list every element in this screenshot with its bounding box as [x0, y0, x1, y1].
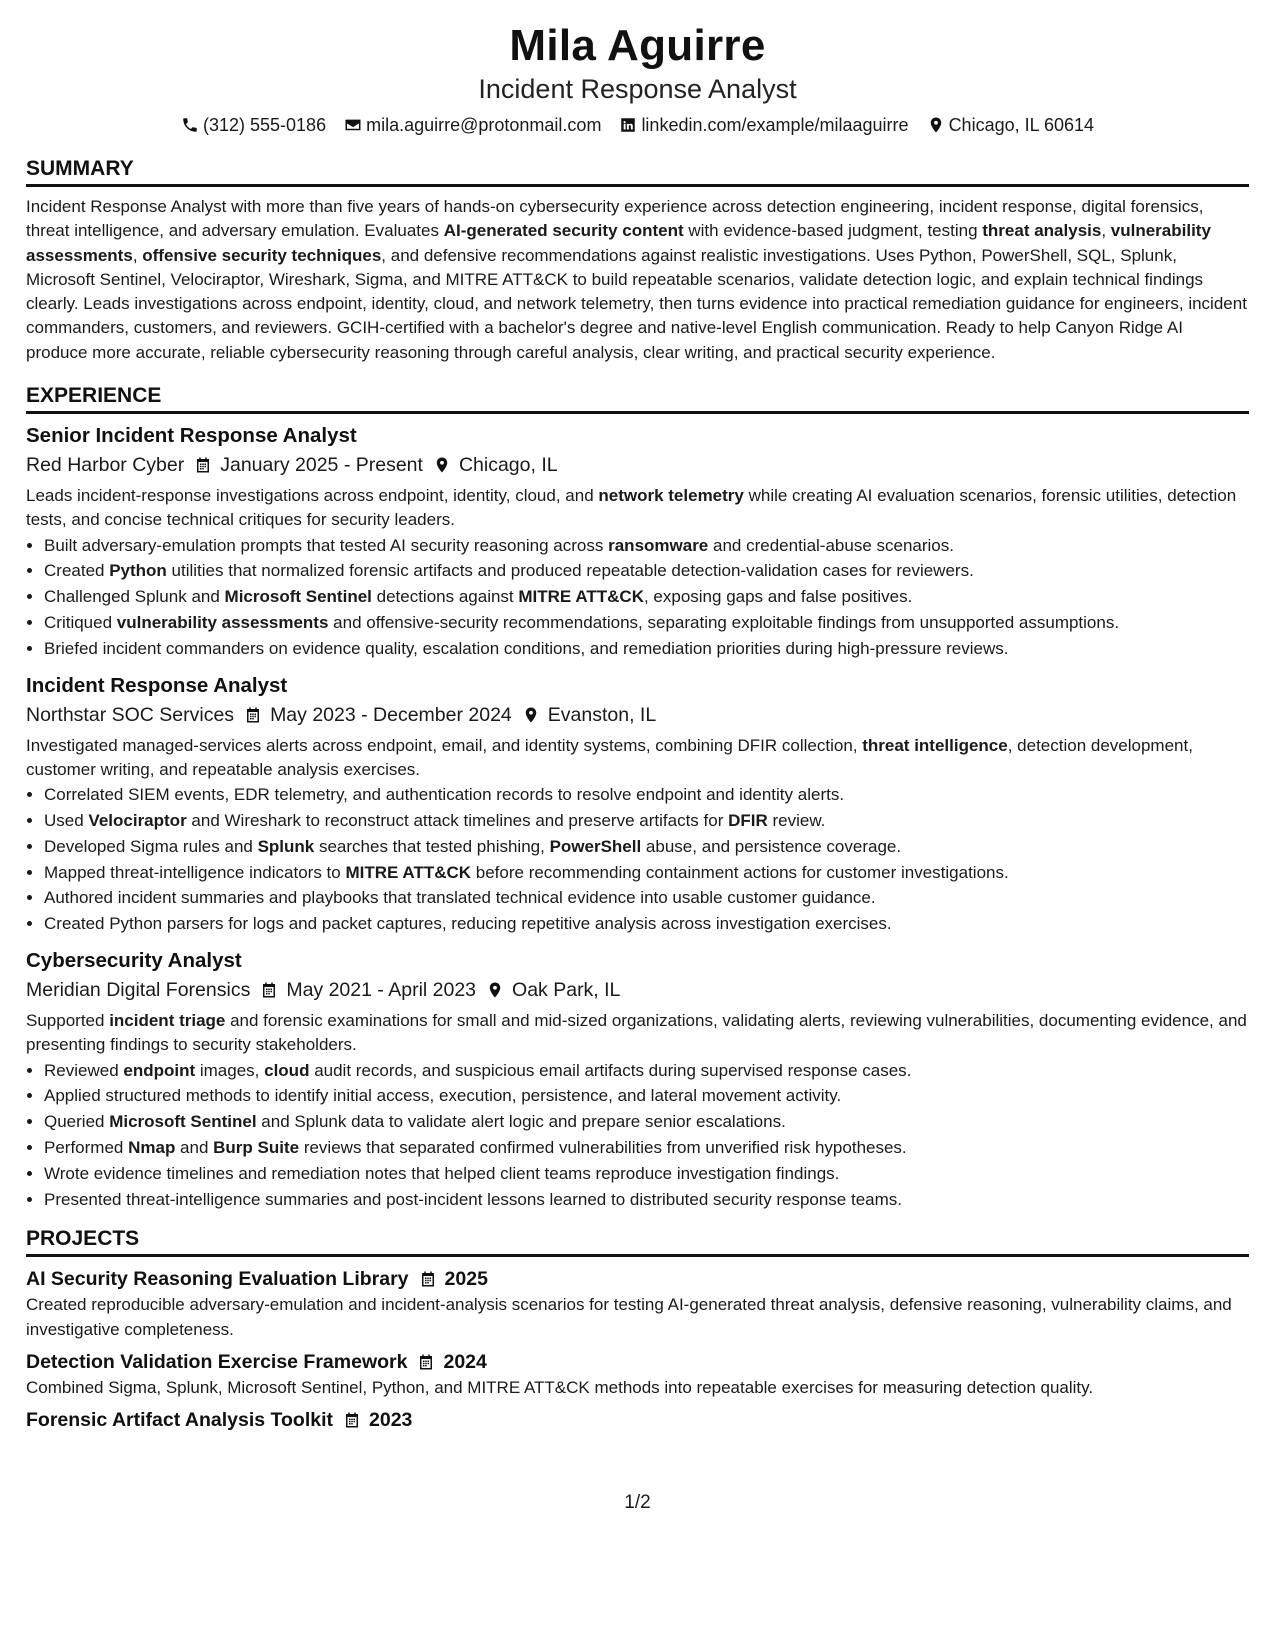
text-run: Supported: [26, 1011, 110, 1031]
job-location: [486, 975, 620, 1005]
job-company: Meridian Digital Forensics: [26, 979, 251, 1002]
text-run: Used: [44, 811, 89, 831]
job-entry: [26, 422, 1249, 662]
text-run: Built adversary-emulation prompts that tested AI security reasoning across: [44, 535, 609, 555]
text-run: and Wireshark to reconstruct attack timelines and preserve artifacts for: [186, 811, 729, 831]
project-header: [26, 1348, 1249, 1376]
emphasis-text: MITRE ATT&CK: [518, 587, 644, 607]
experience-heading: EXPERIENCE: [26, 383, 1249, 414]
text-run: Leads incident-response investigations across endpoint, identity, cloud, and: [26, 486, 599, 506]
resume-header: [26, 20, 1249, 138]
text-run: , and defensive recommendations against realistic investigations. Uses Python, PowerShell, SQL, Splunk, Microsoft Sentinel, Velociraptor, Wireshark, Sigma, and MITRE ATT&CK to build repeatable scenarios, validate detection logic, and explain technical findings clearly. Leads investigations across endpoint, identity, cloud, and network telemetry, then turns evidence into practical remediation guidance for engineers, incident commanders, customers, and reviewers. GCIH-certified with a bachelor's degree and native-level English communication. Ready to help Canyon Ridge AI produce more accurate, reliable cybersecurity reasoning through careful analysis, clear writing, and practical security experience.: [26, 245, 1247, 362]
project-name: AI Security Reasoning Evaluation Library: [26, 1268, 409, 1291]
summary-text: [26, 195, 1249, 365]
text-run: Mapped threat-intelligence indicators to: [44, 862, 346, 882]
calendar-icon: [194, 456, 212, 474]
emphasis-text: Nmap: [128, 1138, 176, 1158]
job-meta: [26, 450, 1249, 480]
emphasis-text: offensive security techniques: [142, 245, 382, 265]
text-run: Created: [44, 561, 110, 581]
candidate-title: Incident Response Analyst: [478, 74, 797, 104]
project-year-text: 2024: [443, 1351, 487, 1373]
text-run: and offensive-security recommendations, separating exploitable findings from unsupported assumptions.: [328, 613, 1120, 633]
project-header: [26, 1265, 1249, 1293]
text-run: before recommending containment actions for customer investigations.: [471, 862, 1009, 882]
text-run: ,: [1101, 221, 1111, 241]
bullet-item: [44, 1058, 1249, 1084]
linkedin-icon: [619, 116, 637, 134]
emphasis-text: Microsoft Sentinel: [109, 1112, 257, 1132]
experience-section: [26, 383, 1249, 1212]
project-entry: [26, 1348, 1249, 1400]
contact-email[interactable]: [344, 112, 601, 138]
page-number: 1/2: [624, 1492, 651, 1513]
text-run: searches that tested phishing,: [314, 836, 550, 856]
text-run: Reviewed: [44, 1060, 124, 1080]
text-run: Created Python parsers for logs and packet captures, reducing repetitive analysis across investigation exercises.: [44, 914, 892, 934]
emphasis-text: Burp Suite: [213, 1138, 300, 1158]
bullet-item: [44, 533, 1249, 559]
bullet-item: [44, 610, 1249, 636]
emphasis-text: ransomware: [608, 535, 709, 555]
emphasis-text: threat intelligence: [862, 735, 1008, 755]
bullet-item: [44, 558, 1249, 584]
text-run: Performed: [44, 1138, 129, 1158]
emphasis-text: Velociraptor: [88, 811, 187, 831]
project-year-text: 2025: [444, 1268, 488, 1291]
text-run: Wrote evidence timelines and remediation notes that helped client teams reproduce investigation findings.: [44, 1163, 840, 1183]
email-text[interactable]: mila.aguirre@protonmail.com: [366, 115, 602, 135]
text-run: detections against: [371, 587, 519, 607]
project-year: [419, 1265, 488, 1293]
project-year-text: 2023: [369, 1409, 413, 1432]
text-run: abuse, and persistence coverage.: [641, 836, 902, 856]
contact-linkedin[interactable]: [619, 112, 908, 138]
job-bullets: [26, 782, 1249, 937]
emphasis-text: incident triage: [109, 1011, 226, 1031]
job-description: [26, 734, 1249, 783]
job-dates-text: January 2025 - Present: [220, 454, 423, 477]
text-run: Critiqued: [44, 613, 117, 633]
project-description: Combined Sigma, Splunk, Microsoft Sentinel, Python, and MITRE ATT&CK methods into repeatable exercises for measuring detection quality.: [26, 1378, 1094, 1397]
text-run: and forensic examinations for small and mid-sized organizations, validating alerts, reviewing vulnerabilities, documenting evidence, and presenting findings to security stakeholders.: [26, 1011, 1247, 1055]
text-run: Authored incident summaries and playbooks that translated technical evidence into usable customer guidance.: [44, 888, 876, 908]
text-run: Investigated managed-services alerts across endpoint, email, and identity systems, combining DFIR collection,: [26, 735, 863, 755]
text-run: and: [175, 1138, 214, 1158]
bullet-item: [44, 1083, 1249, 1109]
map-pin-icon: [522, 706, 540, 724]
text-run: Incident Response Analyst with more than five years of hands-on cybersecurity experience across detection engineering, incident response, digital forensics, threat intelligence, and adversary emulation. Evaluates: [26, 197, 1204, 241]
job-dates-text: May 2023 - December 2024: [270, 703, 512, 726]
emphasis-text: vulnerability assessments: [26, 221, 1211, 265]
phone-icon: [181, 116, 199, 134]
text-run: and credential-abuse scenarios.: [708, 535, 954, 555]
text-run: reviews that separated confirmed vulnerabilities from unverified risk hypotheses.: [299, 1138, 907, 1158]
bullet-item: [44, 1187, 1249, 1213]
project-name: Detection Validation Exercise Framework: [26, 1351, 408, 1373]
emphasis-text: threat analysis: [982, 221, 1102, 241]
emphasis-text: MITRE ATT&CK: [345, 862, 472, 882]
projects-section: [26, 1226, 1249, 1434]
text-run: while creating AI evaluation scenarios, forensic utilities, detection tests, and concise technical critiques for security leaders.: [26, 486, 1237, 530]
project-description: Created reproducible adversary-emulation and incident-analysis scenarios for testing AI-generated threat analysis, defensive reasoning, vulnerability claims, and investigative completeness.: [26, 1295, 1232, 1339]
job-dates: [260, 975, 476, 1005]
text-run: with evidence-based judgment, testing: [683, 221, 983, 241]
text-run: Challenged Splunk and: [44, 587, 225, 607]
calendar-icon: [244, 706, 262, 724]
text-run: ,: [132, 245, 143, 265]
project-name: Forensic Artifact Analysis Toolkit: [26, 1409, 334, 1432]
bullet-item: [44, 1135, 1249, 1161]
job-company: Red Harbor Cyber: [26, 454, 185, 477]
job-meta: [26, 700, 1249, 730]
text-run: Briefed incident commanders on evidence quality, escalation conditions, and remediation priorities during high-pressure reviews.: [44, 638, 1009, 658]
phone-text: (312) 555-0186: [202, 115, 327, 135]
job-location-text: Chicago, IL: [458, 454, 558, 477]
calendar-icon: [419, 1270, 437, 1288]
text-run: Applied structured methods to identify initial access, execution, persistence, and lateral movement activity.: [44, 1086, 842, 1106]
projects-heading: PROJECTS: [26, 1226, 1249, 1257]
text-run: Presented threat-intelligence summaries and post-incident lessons learned to distributed security response teams.: [44, 1189, 903, 1209]
text-run: images,: [195, 1060, 265, 1080]
emphasis-text: cloud: [264, 1060, 310, 1080]
bullet-item: [44, 860, 1249, 886]
calendar-icon: [417, 1353, 435, 1371]
job-bullets: [26, 533, 1249, 662]
text-run: utilities that normalized forensic artifacts and produced repeatable detection-validation cases for reviewers.: [166, 561, 974, 581]
job-entry: [26, 672, 1249, 937]
emphasis-text: Microsoft Sentinel: [224, 587, 372, 607]
job-location: [522, 700, 656, 730]
summary-section: [26, 156, 1249, 365]
job-dates: [244, 700, 512, 730]
candidate-name: Mila Aguirre: [509, 21, 766, 70]
map-pin-icon: [486, 981, 504, 999]
bullet-item: [44, 782, 1249, 808]
summary-heading: SUMMARY: [26, 156, 1249, 187]
job-dates: [194, 450, 423, 480]
job-title: Senior Incident Response Analyst: [26, 424, 357, 448]
bullet-item: [44, 1109, 1249, 1135]
bullet-item: [44, 1161, 1249, 1187]
text-run: , exposing gaps and false positives.: [643, 587, 913, 607]
emphasis-text: vulnerability assessments: [116, 613, 329, 633]
emphasis-text: Splunk: [257, 836, 315, 856]
text-run: Queried: [44, 1112, 110, 1132]
envelope-icon: [344, 116, 362, 134]
bullet-item: [44, 911, 1249, 937]
project-header: [26, 1406, 1249, 1434]
emphasis-text: AI-generated security content: [443, 221, 684, 241]
contact-location: [927, 112, 1094, 138]
location-text: Chicago, IL 60614: [948, 115, 1095, 135]
job-dates-text: May 2021 - April 2023: [286, 979, 477, 1002]
job-meta: [26, 975, 1249, 1005]
map-pin-icon: [927, 116, 945, 134]
emphasis-text: DFIR: [728, 811, 768, 831]
emphasis-text: Python: [109, 561, 167, 581]
contact-row: [26, 112, 1249, 138]
text-run: review.: [767, 811, 826, 831]
job-description: [26, 484, 1249, 533]
linkedin-text[interactable]: linkedin.com/example/milaaguirre: [641, 115, 909, 135]
job-location-text: Evanston, IL: [547, 703, 657, 726]
text-run: Correlated SIEM events, EDR telemetry, and authentication records to resolve endpoint and identity alerts.: [44, 785, 845, 805]
bullet-item: [44, 636, 1249, 662]
job-description: [26, 1009, 1249, 1058]
project-year: [343, 1406, 412, 1434]
contact-phone: [181, 112, 326, 138]
job-bullets: [26, 1058, 1249, 1213]
job-location: [433, 450, 558, 480]
bullet-item: [44, 885, 1249, 911]
bullet-item: [44, 808, 1249, 834]
text-run: audit records, and suspicious email artifacts during supervised response cases.: [309, 1060, 912, 1080]
project-year: [417, 1348, 486, 1376]
text-run: , detection development, customer writing, and repeatable analysis exercises.: [26, 735, 1193, 779]
calendar-icon: [343, 1411, 361, 1429]
map-pin-icon: [433, 456, 451, 474]
emphasis-text: network telemetry: [598, 486, 744, 506]
job-entry: [26, 947, 1249, 1212]
job-title: Incident Response Analyst: [26, 673, 288, 697]
bullet-item: [44, 834, 1249, 860]
project-entry: [26, 1265, 1249, 1342]
text-run: and Splunk data to validate alert logic and prepare senior escalations.: [256, 1112, 786, 1132]
calendar-icon: [260, 981, 278, 999]
job-company: Northstar SOC Services: [26, 703, 235, 726]
text-run: Developed Sigma rules and: [44, 836, 258, 856]
bullet-item: [44, 584, 1249, 610]
project-entry: [26, 1406, 1249, 1434]
job-title: Cybersecurity Analyst: [26, 949, 242, 973]
emphasis-text: PowerShell: [549, 836, 642, 856]
emphasis-text: endpoint: [123, 1060, 196, 1080]
job-location-text: Oak Park, IL: [512, 979, 621, 1002]
